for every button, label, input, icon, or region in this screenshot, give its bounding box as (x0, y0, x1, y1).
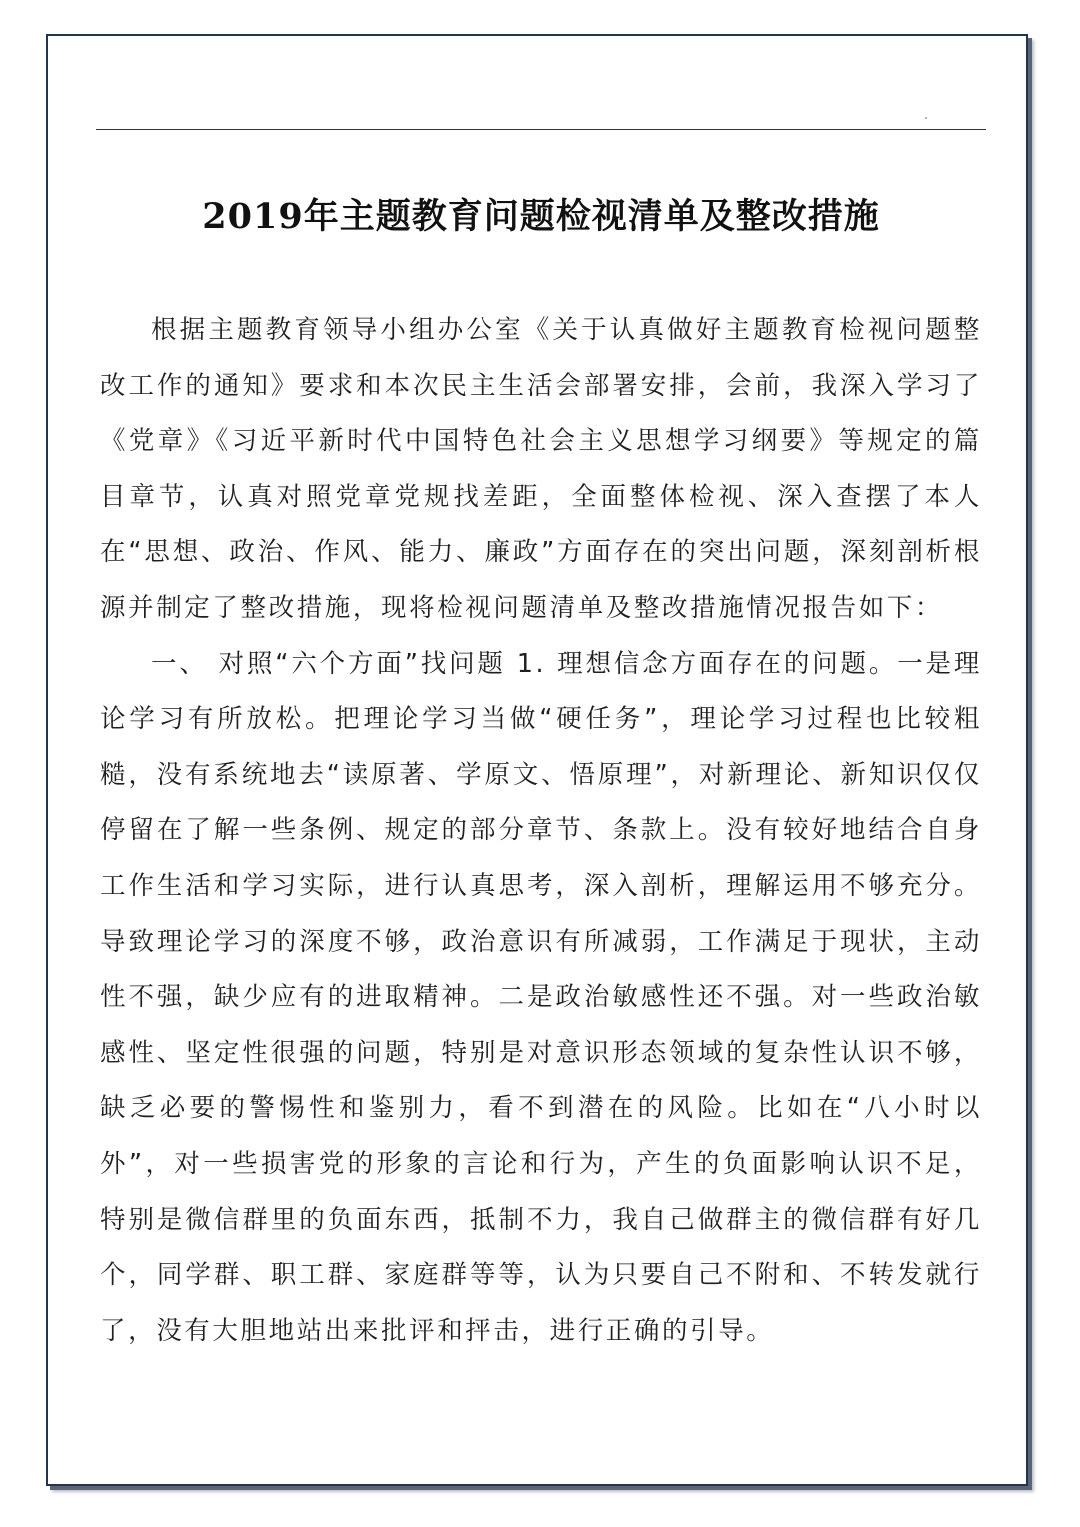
header-rule (96, 129, 986, 130)
paragraph-intro: 根据主题教育领导小组办公室《关于认真做好主题教育检视问题整改工作的通知》要求和本次民主生活会部署安排，会前，我深入学习了《党章》《习近平新时代中国特色社会主义思想学习纲要》等规定的篇目章节，认真对照党章党规找差距，全面整体检视、深入查摆了本人在“思想、政治、作风、能力、廉政”方面存在的突出问题，深刻剖析根源并制定了整改措施，现将检视问题清单及整改措施情况报告如下： (100, 315, 982, 623)
header-dot (925, 117, 927, 119)
paragraph-problems: 一、 对照“六个方面”找问题 1. 理想信念方面存在的问题。一是理论学习有所放松。把理论学习当做“硬任务”，理论学习过程也比较粗糙，没有系统地去“读原著、学原文、悟原理”，对新理论、新知识仅仅停留在了解一些条例、规定的部分章节、条款上。没有较好地结合自身工作生活和学习实际，进行认真思考，深入剖析，理解运用不够充分。导致理论学习的深度不够，政治意识有所减弱，工作满足于现状，主动性不强，缺少应有的进取精神。二是政治敏感性还不强。对一些政治敏感性、坚定性很强的问题，特别是对意识形态领域的复杂性认识不够，缺乏必要的警惕性和鉴别力，看不到潜在的风险。比如在“八小时以外”，对一些损害党的形象的言论和行为，产生的负面影响认识不足，特别是微信群里的负面东西，抵制不力，我自己做群主的微信群有好几个，同学群、职工群、家庭群等等，认为只要自己不附和、不转发就行了，没有大胆地站出来批评和抨击，进行正确的引导。 (100, 648, 982, 1346)
document-body (100, 303, 982, 1359)
document-title: 2019年主题教育问题检视清单及整改措施 (202, 196, 880, 237)
